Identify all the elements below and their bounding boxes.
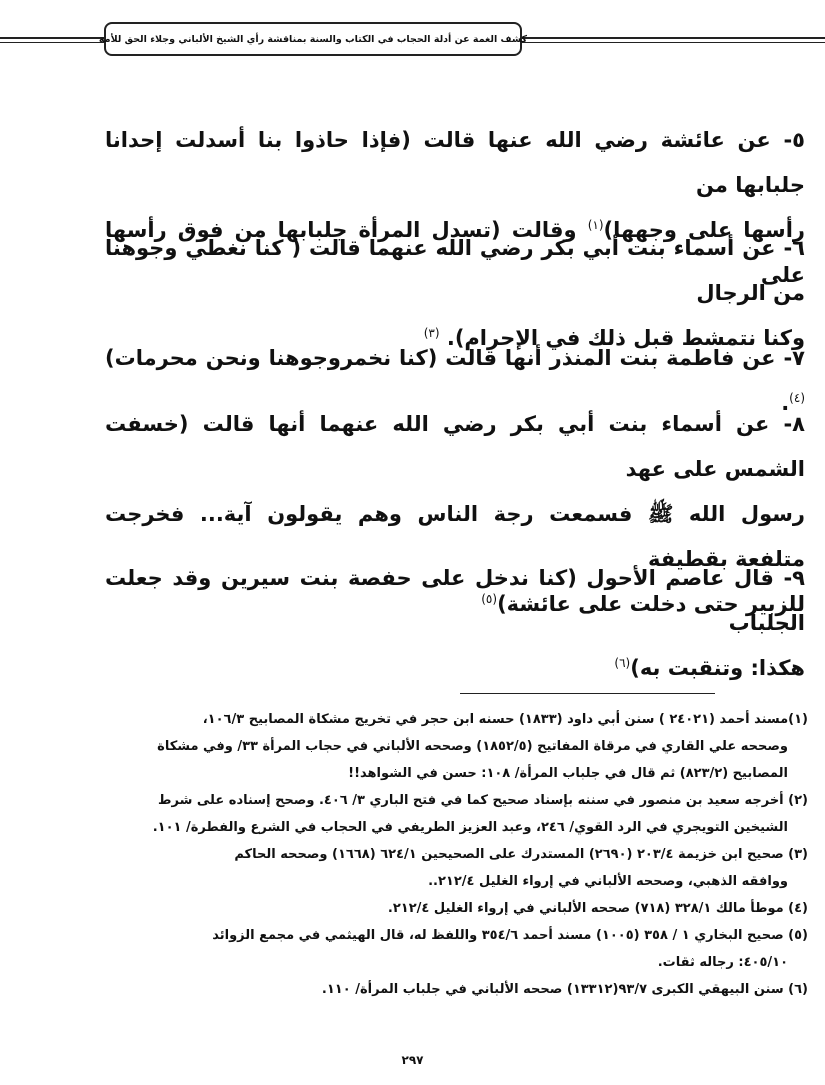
footnote-2 xyxy=(108,787,808,841)
footnote-6 xyxy=(108,976,808,1003)
hadith-6-line-1: ٦- عن أسماء بنت أبي بكر رضي الله عنهما قالت ( كنا نغطي وجوهنا من الرجال xyxy=(105,236,805,305)
running-header xyxy=(98,22,528,56)
hadith-9 xyxy=(105,556,805,691)
header-rule-left xyxy=(0,37,104,43)
footnote-ref-4: (٤) xyxy=(789,391,805,405)
footnote-5-line-1: (٥) صحيح البخاري ١ / ٣٥٨ (١٠٠٥) مسند أحمد ٣٥٤/٦ واللفظ له، قال الهيثمي في مجمع الزوائد xyxy=(212,928,808,943)
header-rule-right xyxy=(522,37,825,43)
footnote-ref-1: (١) xyxy=(587,218,604,232)
hadith-8-line-1: ٨- عن أسماء بنت أبي بكر رضي الله عنهما أنها قالت (خسفت الشمس على عهد xyxy=(105,412,805,481)
hadith-7-text: ٧- عن فاطمة بنت المنذر أنها قالت (كنا نخمروجوهنا ونحن محرمات) xyxy=(105,346,805,370)
footnote-1-line-1: (١)مسند أحمد (٢٤٠٢١ ) سنن أبي داود (١٨٣٣) حسنه ابن حجر في تخريج مشكاة المصابيح ١٠٦/٣، xyxy=(202,712,808,727)
footnote-6-line-1: (٦) سنن البيهقي الكبرى ٩٣/٧(١٣٣١٢) صححه الألباني في جلباب المرأة/ ١١٠. xyxy=(321,982,808,997)
footnote-2-line-2: الشيخين التويجري في الرد القوي/ ٢٤٦، وعبد العزيز الطريفي في الحجاب في الشرع والفطرة/ ١٠١. xyxy=(152,820,788,835)
footnote-ref-5: (٥) xyxy=(481,592,498,606)
footnotes xyxy=(108,706,808,1003)
footnote-1-line-2: وصححه علي القاري في مرقاة المفاتيح (١٨٥٢/٥) وصححه الألباني في حجاب المرأة ٣٣/ وفي مشكاة xyxy=(157,739,788,754)
hadith-8-line-2: رسول الله ﷺ فسمعت رجة الناس وهم يقولون آية... فخرجت متلفعة بقطيفة xyxy=(105,502,805,571)
footnote-4-line-1: (٤) موطأ مالك ٣٢٨/١ (٧١٨) صححه الألباني في إرواء الغليل ٢١٢/٤. xyxy=(387,901,808,916)
hadith-9-line-2 xyxy=(105,646,805,691)
hadith-5-text: رأسها على وجهها) xyxy=(603,218,805,242)
page-number: ٢٩٧ xyxy=(401,1053,424,1067)
footnote-5-line-2: ٤٠٥/١٠: رجاله ثقات. xyxy=(657,955,788,970)
hadith-9-line-1: ٩- قال عاصم الأحول (كنا ندخل على حفصة بنت سيرين وقد جعلت الجلباب xyxy=(105,566,805,635)
footnote-3 xyxy=(108,841,808,895)
hadith-6-text: وكنا نتمشط قبل ذلك في الإحرام). xyxy=(446,326,805,350)
hadith-8-text: للزبير حتى دخلت على عائشة) xyxy=(497,592,805,616)
footnote-1 xyxy=(108,706,808,787)
hadith-5-line-1: ٥- عن عائشة رضي الله عنها قالت (فإذا حاذوا بنا أسدلت إحدانا جلبابها من xyxy=(105,128,805,197)
book-title: كشف الغمة عن أدلة الحجاب في الكتاب والسنة بمناقشة رأي الشيخ الألباني وجلاء الحق للأمة xyxy=(98,33,528,45)
footnote-separator xyxy=(460,693,715,694)
footnote-2-line-1: (٢) أخرجه سعيد بن منصور في سننه بإسناد صحيح كما في فتح الباري ٣/ ٤٠٦. وصحح إسناده على شرط xyxy=(158,793,808,808)
footnote-5 xyxy=(108,922,808,976)
footnote-3-line-1: (٣) صحيح ابن خزيمة ٢٠٣/٤ (٢٦٩٠) المستدرك على الصحيحين ٦٢٤/١ (١٦٦٨) وصححه الحاكم xyxy=(234,847,808,862)
footnote-ref-3: (٣) xyxy=(423,326,440,340)
hadith-5-text-b: وقالت (تسدل المرأة جلبابها من فوق رأسها على xyxy=(105,218,805,287)
hadith-7-end: . xyxy=(781,391,790,415)
footnote-ref-6: (٦) xyxy=(614,656,631,670)
footnote-1-line-3: المصابيح (٨٢٣/٢) ثم قال في جلباب المرأة/ ١٠٨: حسن في الشواهد!! xyxy=(348,766,788,781)
footnote-4 xyxy=(108,895,808,922)
footnote-3-line-2: ووافقه الذهبي، وصححه الألباني في إرواء الغليل ٢١٢/٤.. xyxy=(428,874,788,889)
hadith-9-text: هكذا: وتنقبت به) xyxy=(630,656,805,680)
